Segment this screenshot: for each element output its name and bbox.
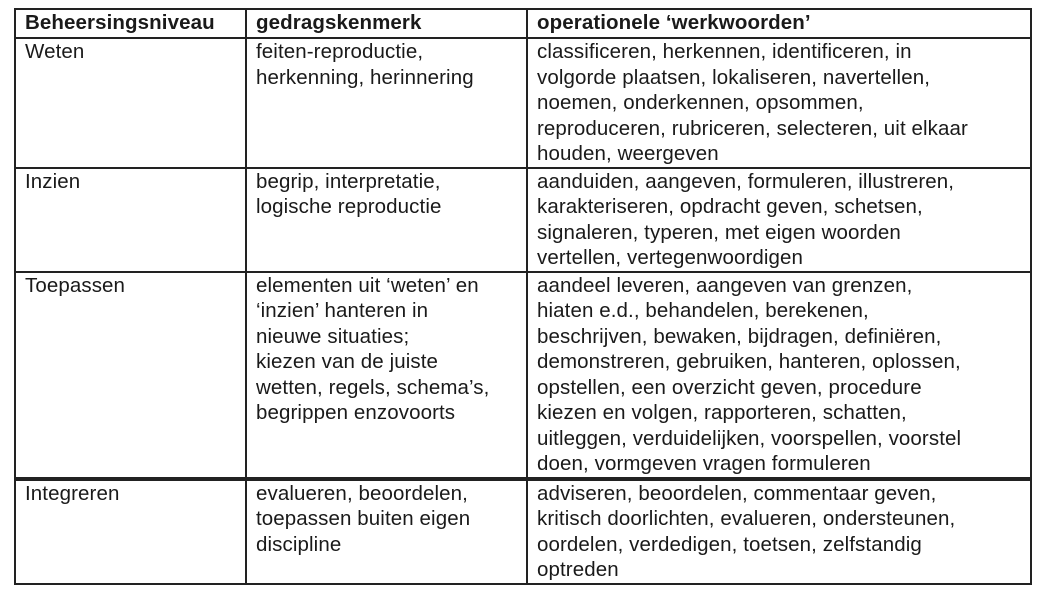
competence-table bbox=[14, 8, 1032, 585]
cell-werkwoorden: adviseren, beoordelen, commentaar geven, kritisch doorlichten, evalueren, ondersteunen, oordelen, verdedigen, toetsen, zelfstandig optreden bbox=[527, 479, 1031, 584]
cell-niveau: Inzien bbox=[15, 168, 246, 272]
table-row-weten bbox=[15, 38, 1031, 168]
header-row bbox=[15, 9, 1031, 38]
table-row-integreren bbox=[15, 479, 1031, 584]
cell-niveau: Weten bbox=[15, 38, 246, 168]
table-row-toepassen bbox=[15, 272, 1031, 479]
cell-niveau: Toepassen bbox=[15, 272, 246, 479]
cell-werkwoorden: classificeren, herkennen, identificeren, in volgorde plaatsen, lokaliseren, navertellen, noemen, onderkennen, opsommen, reproduceren, rubriceren, selecteren, uit elkaar houden, weergeven bbox=[527, 38, 1031, 168]
header-werkwoorden: operationele ‘werkwoorden’ bbox=[527, 9, 1031, 38]
cell-kenmerk: elementen uit ‘weten’ en ‘inzien’ hanteren in nieuwe situaties; kiezen van de juiste wetten, regels, schema’s, begrippen enzovoorts bbox=[246, 272, 527, 479]
table-row-inzien bbox=[15, 168, 1031, 272]
cell-werkwoorden: aanduiden, aangeven, formuleren, illustreren, karakteriseren, opdracht geven, schetsen, signaleren, typeren, met eigen woorden vertellen, vertegenwoordigen bbox=[527, 168, 1031, 272]
cell-werkwoorden: aandeel leveren, aangeven van grenzen, hiaten e.d., behandelen, berekenen, beschrijven, bewaken, bijdragen, definiëren, demonstreren, gebruiken, hanteren, oplossen, opstellen, een overzicht geven, procedure kiezen en volgen, rapporteren, schatten, uitleggen, verduidelijken, voorspellen, voorstel doen, vormgeven vragen formuleren bbox=[527, 272, 1031, 479]
cell-niveau: Integreren bbox=[15, 479, 246, 584]
cell-kenmerk: feiten-reproductie, herkenning, herinnering bbox=[246, 38, 527, 168]
header-gedragskenmerk: gedragskenmerk bbox=[246, 9, 527, 38]
header-beheersingsniveau: Beheersingsniveau bbox=[15, 9, 246, 38]
cell-kenmerk: begrip, interpretatie, logische reproductie bbox=[246, 168, 527, 272]
cell-kenmerk: evalueren, beoordelen, toepassen buiten eigen discipline bbox=[246, 479, 527, 584]
